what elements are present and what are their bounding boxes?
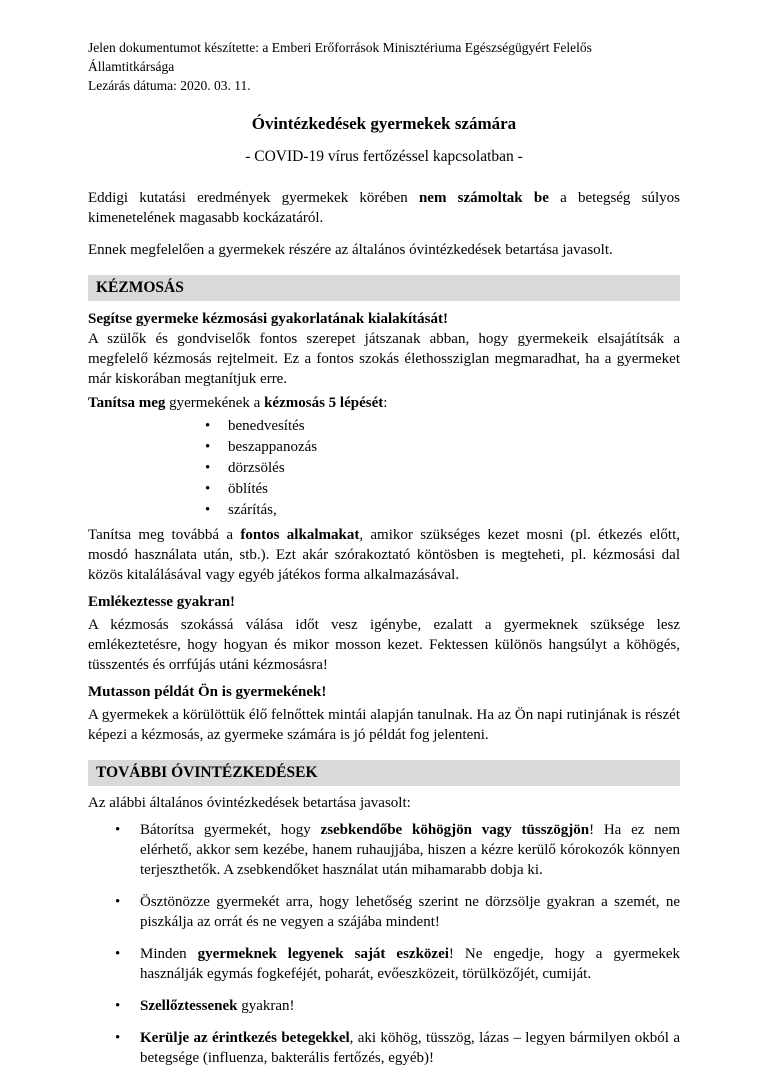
list-item: • beszappanozás (205, 437, 680, 457)
list-item (115, 820, 680, 880)
text-segment: , amikor szükséges kezet mosni (pl. étkezés előtt, mosdó használata után, stb.). Ezt akár szórakoztató köntösben is megteheti, pl. kézmosási dal közös kitalálásával vagy egyéb játékos forma alkalmazásával. (88, 527, 681, 583)
paragraph-remind: A kézmosás szokássá válása időt vesz igénybe, ezalatt a gyermeknek szüksége lesz emlékeztetésre, hogy hogyan és mikor mosson kezet. Fektessen különös hangsúlyt a köhögés, tüsszentés és orrfújás utáni kézmosásra! (88, 617, 680, 673)
list-item (115, 996, 680, 1016)
list-item (115, 944, 680, 984)
list-item: • benedvesítés (205, 416, 680, 436)
text-segment: Minden (140, 946, 198, 962)
intro-paragraph-2: Ennek megfelelően a gyermekek részére az általános óvintézkedések betartása javasolt. (88, 242, 613, 258)
document-header (88, 38, 680, 95)
section-heading-further: TOVÁBBI ÓVINTÉZKEDÉSEK (88, 760, 680, 786)
text-segment: Bátorítsa gyermekét, hogy (140, 822, 321, 838)
text-segment: gyakran! (237, 998, 295, 1014)
text-segment-bold: Tanítsa meg (88, 395, 166, 411)
text-segment: Eddigi kutatási eredmények gyermekek körében (88, 190, 419, 206)
text-segment-bold: gyermeknek legyenek saját eszközei (197, 946, 449, 962)
subheading-remind: Emlékeztesse gyakran! (88, 594, 236, 610)
subheading-practice: Segítse gyermeke kézmosási gyakorlatának kialakítását! (88, 311, 448, 327)
text-segment-bold: kézmosás 5 lépését (264, 395, 384, 411)
list-item: • öblítés (205, 479, 680, 499)
paragraph-example: A gyermekek a körülöttük élő felnőttek mintái alapján tanulnak. Ha az Ön napi rutinjának is részét képezi a kézmosás, az gyermeke számára is jó példát fog jelenteni. (88, 707, 680, 743)
section-heading-handwashing: KÉZMOSÁS (88, 275, 680, 301)
steps-intro-line (88, 393, 680, 413)
text-segment: : (383, 395, 388, 411)
list-item: • dörzsölés (205, 458, 680, 478)
subheading-example: Mutasson példát Ön is gyermekének! (88, 684, 327, 700)
header-line-author: Jelen dokumentumot készítette: a Emberi Erőforrások Minisztériuma Egészségügyért Felelős Államtitkársága (88, 40, 592, 74)
text-segment: ! Ne engedje, hogy a gyermekek használják egymás fogkeféjét, poharát, evőeszközeit, törülközőjét, cumiját. (140, 946, 680, 982)
page-subtitle: - COVID-19 vírus fertőzéssel kapcsolatban - (245, 148, 523, 165)
intro-paragraph-1 (88, 188, 680, 228)
text-segment: Tanítsa meg továbbá a (88, 527, 241, 543)
list-item (115, 1028, 680, 1068)
further-intro-line: Az alábbi általános óvintézkedések betartása javasolt: (88, 795, 411, 811)
text-segment-bold: Kerülje az érintkezés betegekkel (140, 1030, 350, 1046)
list-item: • szárítás, (205, 500, 680, 520)
page-title: Óvintézkedések gyermekek számára (251, 114, 517, 133)
handwashing-steps-list (88, 416, 680, 520)
text-segment: , aki köhög, tüsszög, lázas – legyen bármilyen okból a betegsége (influenza, bakterális fertőzés, egyéb)! (140, 1030, 680, 1066)
header-line-date: Lezárás dátuma: 2020. 03. 11. (88, 78, 251, 93)
text-segment: ! Ha ez nem elérhető, akkor sem kezébe, hanem ruhaujjába, hiszen a kézre kerülő kórokozók könnyen terjeszthetők. A zsebkendőket használat után mihamarabb dobja ki. (140, 822, 680, 878)
text-segment-bold: zsebkendőbe köhögjön vagy tüsszögjön (320, 822, 590, 838)
paragraph-practice: A szülők és gondviselők fontos szerepet játszanak abban, hogy gyermekeik elsajátítsák a megfelelő kézmosás rejtelmeit. Ez a fontos szokás élethossziglan megmaradhat, ha a gyermeket már kiskorában megtanítjuk erre. (88, 331, 680, 387)
text-segment: Ösztönözze gyermekét arra, hogy lehetőség szerint ne dörzsölje gyakran a szemét, ne piszkálja az orrát és ne vegyen a szájába mindent! (140, 894, 680, 930)
further-precautions-list (88, 820, 680, 1068)
text-segment-bold: fontos alkalmakat (240, 527, 360, 543)
paragraph-occasions (88, 525, 680, 585)
list-item (115, 892, 680, 932)
text-segment-bold: nem számoltak be (418, 190, 549, 206)
text-segment: a betegség súlyos kimenetelének magasabb kockázatáról. (88, 190, 680, 226)
text-segment-bold: Szellőztessenek (140, 998, 238, 1014)
text-segment: gyermekének a (165, 395, 265, 411)
